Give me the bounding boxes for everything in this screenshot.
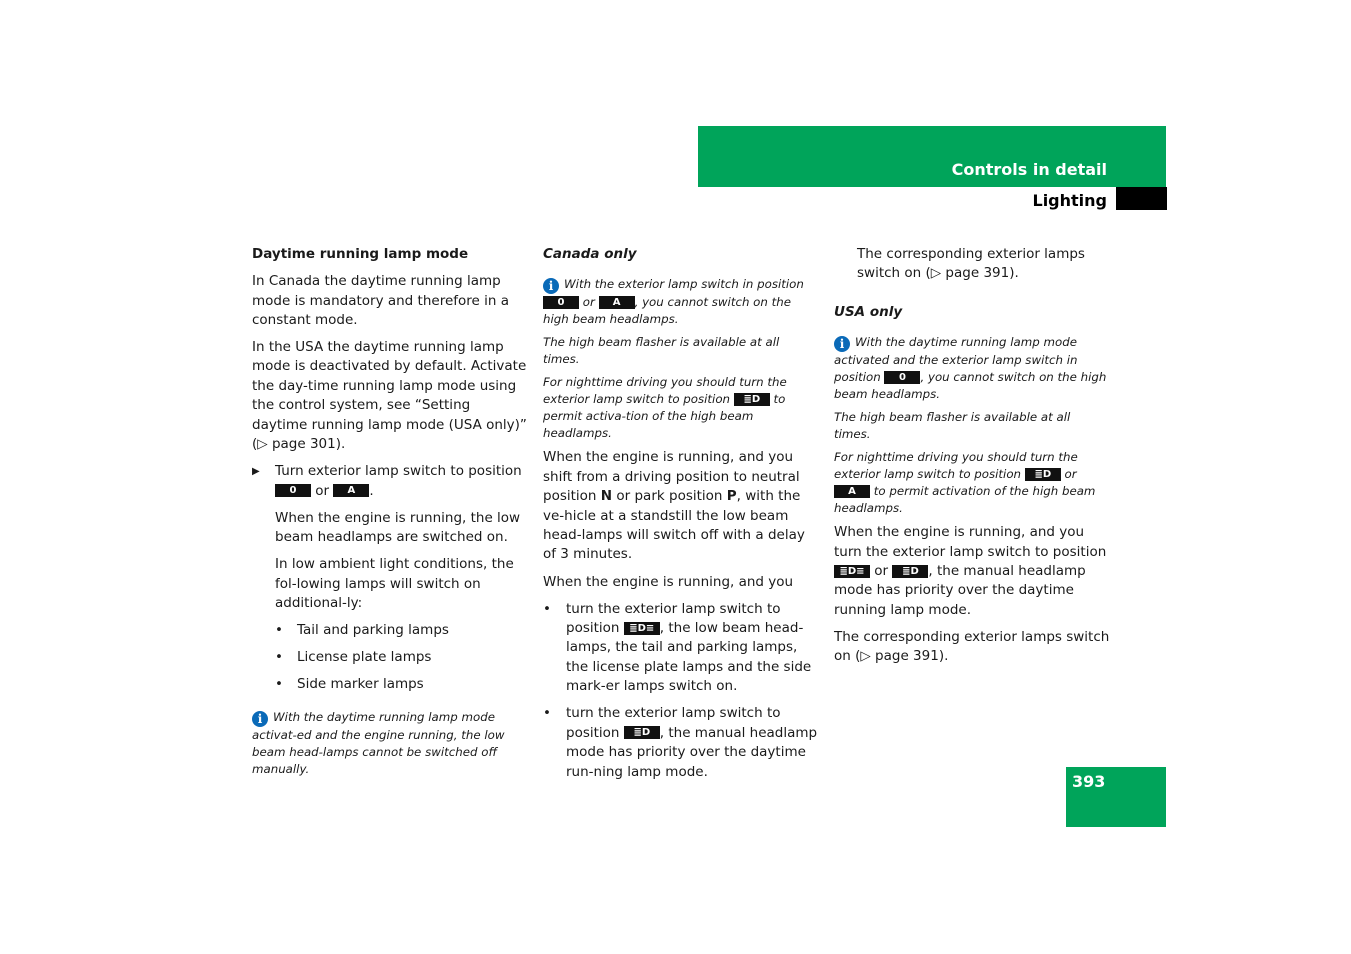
low-beam-icon: ≣D bbox=[624, 726, 660, 739]
switch-position-a-icon: A bbox=[834, 485, 870, 498]
bullet-icon: • bbox=[543, 600, 551, 617]
switch-position-a-icon: A bbox=[599, 296, 635, 309]
paragraph: The corresponding exterior lamps switch on (▷ page 391). bbox=[857, 246, 1085, 282]
bullet-icon: • bbox=[543, 705, 551, 722]
info-note: i With the daytime running lamp mode activated and the exterior lamp switch in position 0 , you cannot switch on the high beam headlamps. The high beam flasher is available at all times. For nighttime driving you should turn the exterior lamp switch to position ≣D or A to permit activation of the high beam headlamps. bbox=[834, 335, 1107, 516]
parking-lamp-icon: ≣D≡ bbox=[834, 565, 870, 578]
bullet-icon: • bbox=[275, 649, 283, 666]
column-1 bbox=[252, 245, 528, 784]
info-note: i With the exterior lamp switch in position 0 or A , you cannot switch on the high beam headlamps. The high beam flasher is available at all times. For nighttime driving you should turn the exterior lamp switch to position ≣D to permit activa-tion of the high beam headlamps. bbox=[543, 277, 804, 441]
list-item: • turn the exterior lamp switch to position ≣D , the manual headlamp mode has priority over the daytime run-ning lamp mode. bbox=[543, 705, 818, 780]
paragraph: When the engine is running, and you shift from a driving position to neutral position N or park position P, with the ve-hicle at a standstill the low beam head-lamps will switch off with a delay of 3 minutes. bbox=[543, 449, 805, 563]
info-icon: i bbox=[543, 278, 559, 294]
bullet-icon: • bbox=[275, 676, 283, 693]
paragraph: In low ambient light conditions, the fol-lowing lamps will switch on additional-ly: bbox=[275, 556, 514, 611]
info-note: i With the daytime running lamp mode activat-ed and the engine running, the low beam head-lamps cannot be switched off manually. bbox=[252, 709, 505, 776]
parking-lamp-icon: ≣D≡ bbox=[624, 622, 660, 635]
heading-canada-only: Canada only bbox=[543, 246, 637, 262]
switch-position-a-icon: A bbox=[333, 484, 369, 497]
paragraph: In the USA the daytime running lamp mode is deactivated by default. Activate the day-time running lamp mode using the control system, see “Setting daytime running lamp mode (USA only)” (▷ page 301). bbox=[252, 339, 527, 453]
heading-daytime-running-lamp: Daytime running lamp mode bbox=[252, 246, 469, 262]
list-item: • License plate lamps bbox=[252, 648, 528, 667]
paragraph: When the engine is running, and you bbox=[543, 573, 794, 590]
header-tab-marker bbox=[1116, 187, 1167, 210]
paragraph: The corresponding exterior lamps switch on (▷ page 391). bbox=[834, 628, 1110, 665]
paragraph: In Canada the daytime running lamp mode is mandatory and therefore in a constant mode. bbox=[252, 273, 509, 328]
step-item: ▶ Turn exterior lamp switch to position 0 or A . bbox=[252, 463, 522, 499]
switch-position-0-icon: 0 bbox=[275, 484, 311, 497]
low-beam-icon: ≣D bbox=[892, 565, 928, 578]
subsection-title: Lighting bbox=[1032, 191, 1107, 210]
section-title: Controls in detail bbox=[951, 160, 1107, 179]
info-icon: i bbox=[834, 336, 850, 352]
list-item: • turn the exterior lamp switch to position ≣D≡ , the low beam head-lamps, the tail and parking lamps, the license plate lamps and the side mark-er lamps switch on. bbox=[543, 600, 812, 695]
paragraph: When the engine is running, the low beam headlamps are switched on. bbox=[275, 509, 521, 546]
switch-position-0-icon: 0 bbox=[884, 371, 920, 384]
list-item: • Tail and parking lamps bbox=[252, 621, 528, 640]
switch-position-0-icon: 0 bbox=[543, 296, 579, 309]
arrow-icon: ▶ bbox=[252, 466, 260, 478]
column-3 bbox=[834, 245, 1110, 674]
column-2 bbox=[543, 245, 819, 790]
bullet-icon: • bbox=[275, 622, 283, 639]
page-number: 393 bbox=[1072, 772, 1106, 791]
low-beam-icon: ≣D bbox=[734, 393, 770, 406]
paragraph: When the engine is running, and you turn the exterior lamp switch to position ≣D≡ or ≣D , the manual headlamp mode has priority over the daytime running lamp mode. bbox=[834, 524, 1107, 618]
info-icon: i bbox=[252, 711, 268, 727]
heading-usa-only: USA only bbox=[834, 303, 903, 320]
low-beam-icon: ≣D bbox=[1025, 468, 1061, 481]
list-item: • Side marker lamps bbox=[252, 675, 528, 694]
